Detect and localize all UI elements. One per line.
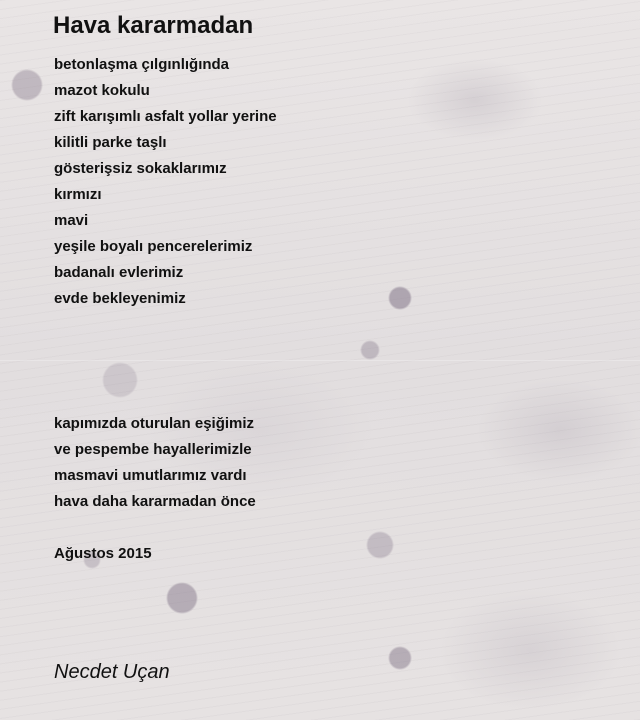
poem-date: Ağustos 2015 (54, 545, 152, 562)
poem-line: gösterişsiz sokaklarımız (54, 160, 227, 177)
poem-stanza-1 (54, 52, 277, 312)
poem-line: zift karışımlı asfalt yollar yerine (54, 108, 277, 125)
poem-line: kilitli parke taşlı (54, 134, 167, 151)
poem-line: betonlaşma çılgınlığında (54, 56, 230, 73)
poem-line: mazot kokulu (54, 82, 150, 99)
poem-stanza-2 (54, 411, 256, 515)
poem-line: kapımızda oturulan eşiğimiz (54, 415, 255, 432)
poem-line: mavi (54, 212, 89, 229)
poem-line: masmavi umutlarımız vardı (54, 467, 247, 484)
poem-line: ve pespembe hayallerimizle (54, 441, 252, 458)
poem-title: Hava kararmadan (53, 12, 254, 39)
poem-line: badanalı evlerimiz (54, 264, 184, 281)
poem-line: kırmızı (54, 186, 102, 203)
poem-line: hava daha kararmadan önce (54, 493, 256, 510)
background-seam (0, 360, 640, 361)
poem-line: yeşile boyalı pencerelerimiz (54, 238, 253, 255)
poem-line: evde bekleyenimiz (54, 290, 186, 307)
poem-author: Necdet Uçan (54, 661, 170, 683)
